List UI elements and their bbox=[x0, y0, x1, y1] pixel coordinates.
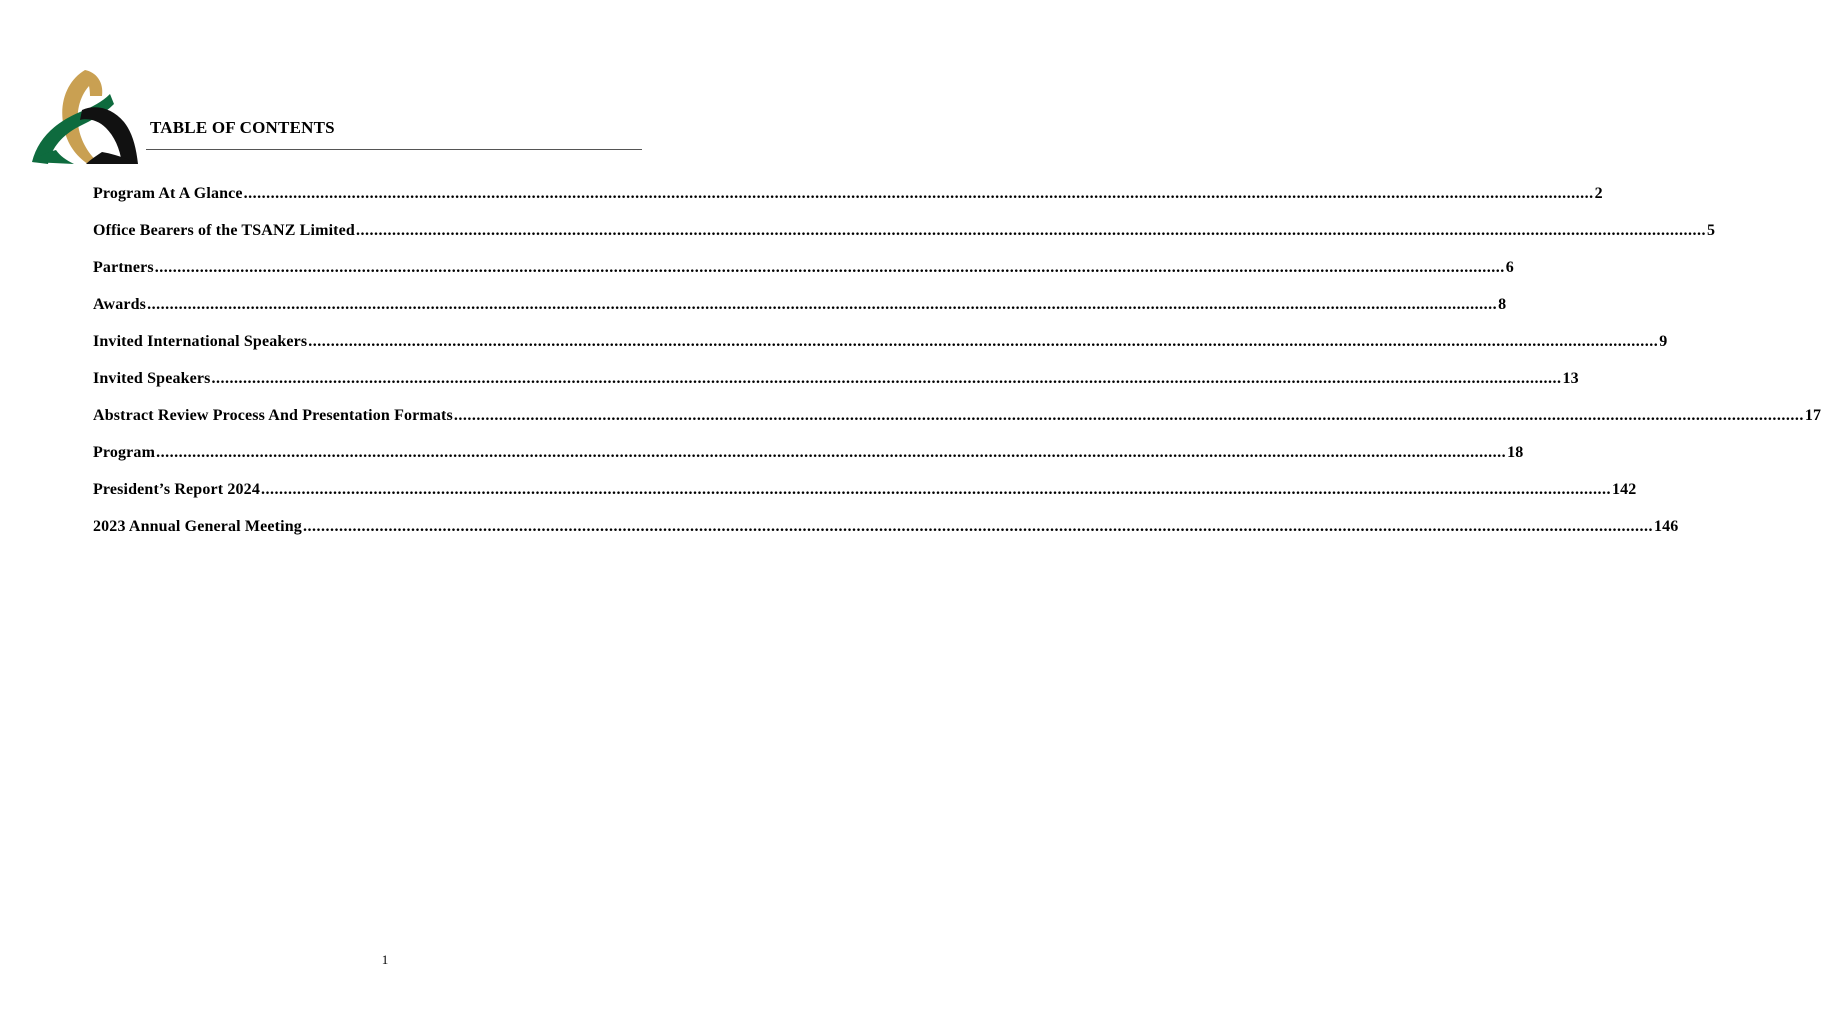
toc-entry-page-number: 13 bbox=[1562, 370, 1579, 387]
toc-dot-leader: ............................................................................................................................................................................................................................................................................................................ bbox=[211, 370, 1562, 387]
toc-entry-title: Program bbox=[93, 444, 156, 461]
title-divider bbox=[146, 149, 642, 150]
toc-entry[interactable] bbox=[93, 296, 1507, 333]
toc-entry-title: Program At A Glance bbox=[93, 185, 243, 202]
toc-entry-title: Invited Speakers bbox=[93, 370, 211, 387]
toc-dot-leader: ............................................................................................................................................................................................................................................................................................................ bbox=[147, 296, 1498, 313]
toc-dot-leader: ............................................................................................................................................................................................................................................................................................................ bbox=[156, 444, 1507, 461]
toc-entry-title: Office Bearers of the TSANZ Limited bbox=[93, 222, 355, 239]
toc-entry-title: Partners bbox=[93, 259, 154, 276]
toc-entry-title: Awards bbox=[93, 296, 147, 313]
toc-entry-page-number: 2 bbox=[1594, 185, 1603, 202]
toc-dot-leader: ............................................................................................................................................................................................................................................................................................................ bbox=[243, 185, 1594, 202]
toc-entry-title: 2023 Annual General Meeting bbox=[93, 518, 302, 535]
toc-dot-leader: ............................................................................................................................................................................................................................................................................................................ bbox=[308, 333, 1659, 350]
toc-entry[interactable] bbox=[93, 259, 1514, 296]
toc-entry[interactable] bbox=[93, 185, 1603, 222]
toc-entry-page-number: 5 bbox=[1706, 222, 1716, 239]
toc-entry-page-number: 18 bbox=[1507, 444, 1524, 461]
toc-entry[interactable] bbox=[93, 518, 1679, 555]
toc-entry-title: Abstract Review Process And Presentation Formats bbox=[93, 407, 453, 424]
toc-entry[interactable] bbox=[93, 370, 1579, 407]
toc-entry-title: Invited International Speakers bbox=[93, 333, 308, 350]
toc-dot-leader: ............................................................................................................................................................................................................................................................................................................ bbox=[154, 259, 1505, 276]
toc-dot-leader: ............................................................................................................................................................................................................................................................................................................ bbox=[453, 407, 1804, 424]
toc-entry-page-number: 146 bbox=[1653, 518, 1679, 535]
toc-entry-title: President’s Report 2024 bbox=[93, 481, 260, 498]
toc-entry-page-number: 6 bbox=[1505, 259, 1514, 276]
toc-dot-leader: ............................................................................................................................................................................................................................................................................................................ bbox=[302, 518, 1653, 535]
toc-entry[interactable] bbox=[93, 222, 1716, 259]
toc-entry[interactable] bbox=[93, 407, 1821, 444]
toc-dot-leader: ............................................................................................................................................................................................................................................................................................................ bbox=[260, 481, 1611, 498]
toc-entry[interactable] bbox=[93, 481, 1637, 518]
tsanz-logo bbox=[30, 66, 142, 170]
toc-entry[interactable] bbox=[93, 444, 1524, 481]
toc-entry-page-number: 142 bbox=[1611, 481, 1637, 498]
toc-entry[interactable] bbox=[93, 333, 1668, 370]
page-title: TABLE OF CONTENTS bbox=[150, 118, 335, 137]
toc-entry-page-number: 9 bbox=[1659, 333, 1668, 350]
toc-entry-page-number: 8 bbox=[1498, 296, 1507, 313]
toc-list bbox=[93, 185, 1821, 555]
toc-dot-leader: ............................................................................................................................................................................................................................................................................................................ bbox=[355, 222, 1706, 239]
toc-entry-page-number: 17 bbox=[1804, 407, 1821, 424]
page-number: 1 bbox=[381, 952, 389, 967]
